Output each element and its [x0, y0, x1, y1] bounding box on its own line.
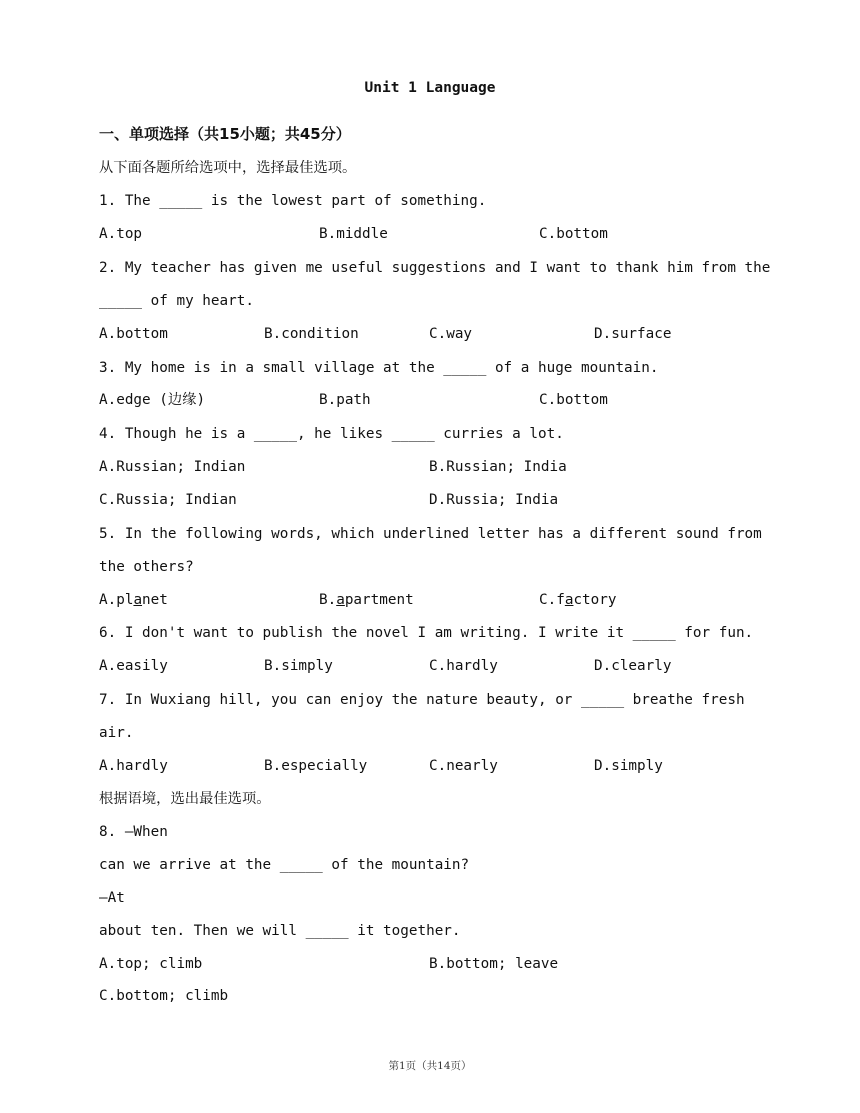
- question-3-option-c[interactable]: C.bottom: [539, 392, 608, 408]
- section-instruction: 从下面各题所给选项中，选择最佳选项。: [99, 160, 357, 176]
- question-8-option-a[interactable]: A.top; climb: [99, 956, 203, 972]
- question-8-stem-line-4: about ten. Then we will _____ it together.: [99, 923, 461, 939]
- question-2-stem-line-1: 2. My teacher has given me useful suggestions and I want to thank him from the: [99, 260, 771, 276]
- underlined-letter: a: [133, 592, 143, 608]
- option-prefix: B.: [319, 592, 337, 608]
- question-5-option-b[interactable]: [319, 590, 414, 610]
- question-7-stem-line-2: air.: [99, 725, 134, 741]
- question-5-option-a[interactable]: [99, 590, 168, 610]
- question-2-option-c[interactable]: C.way: [429, 326, 473, 342]
- question-5-stem-line-1: 5. In the following words, which underlined letter has a different sound from: [99, 526, 762, 542]
- question-1-option-a[interactable]: A.top: [99, 226, 143, 242]
- question-2-option-a[interactable]: A.bottom: [99, 326, 168, 342]
- option-suffix: ctory: [573, 592, 617, 608]
- question-6-stem: 6. I don't want to publish the novel I am writing. I write it _____ for fun.: [99, 625, 754, 641]
- question-1-stem: 1. The _____ is the lowest part of something.: [99, 193, 487, 209]
- question-6-option-a[interactable]: A.easily: [99, 658, 168, 674]
- question-6-option-b[interactable]: B.simply: [264, 658, 333, 674]
- question-2-stem-line-2: _____ of my heart.: [99, 293, 254, 309]
- question-8-option-b[interactable]: B.bottom; leave: [429, 956, 559, 972]
- question-2-option-d[interactable]: D.surface: [594, 326, 672, 342]
- sub-instruction: 根据语境，选出最佳选项。: [99, 791, 271, 807]
- question-8-stem-line-3: —At: [99, 890, 125, 906]
- option-prefix: A.pl: [99, 592, 134, 608]
- question-7-option-c[interactable]: C.nearly: [429, 758, 498, 774]
- question-5-stem-line-2: the others?: [99, 559, 194, 575]
- question-4-option-b[interactable]: B.Russian; India: [429, 459, 567, 475]
- underlined-letter: a: [564, 592, 574, 608]
- question-4-option-a[interactable]: A.Russian; Indian: [99, 459, 246, 475]
- question-3-option-b[interactable]: B.path: [319, 392, 371, 408]
- question-8-stem-line-2: can we arrive at the _____ of the mountain?: [99, 857, 470, 873]
- question-4-option-d[interactable]: D.Russia; India: [429, 492, 559, 508]
- question-1-option-b[interactable]: B.middle: [319, 226, 388, 242]
- question-2-option-b[interactable]: B.condition: [264, 326, 359, 342]
- question-4-stem: 4. Though he is a _____, he likes _____ curries a lot.: [99, 426, 564, 442]
- question-4-option-c[interactable]: C.Russia; Indian: [99, 492, 237, 508]
- question-7-option-d[interactable]: D.simply: [594, 758, 663, 774]
- option-suffix: partment: [344, 592, 414, 608]
- question-7-option-a[interactable]: A.hardly: [99, 758, 168, 774]
- question-3-stem: 3. My home is in a small village at the _____ of a huge mountain.: [99, 360, 659, 376]
- page-title: Unit 1 Language: [364, 80, 496, 96]
- option-suffix: net: [142, 592, 168, 608]
- question-8-option-c[interactable]: C.bottom; climb: [99, 988, 229, 1004]
- option-prefix: C.f: [539, 592, 565, 608]
- question-5-option-c[interactable]: [539, 590, 616, 610]
- question-1-option-c[interactable]: C.bottom: [539, 226, 608, 242]
- question-7-stem-line-1: 7. In Wuxiang hill, you can enjoy the nature beauty, or _____ breathe fresh: [99, 692, 745, 708]
- question-6-option-d[interactable]: D.clearly: [594, 658, 672, 674]
- underlined-letter: a: [336, 592, 345, 608]
- page-footer: 第1页（共14页）: [388, 1060, 472, 1072]
- question-3-option-a[interactable]: A.edge (边缘): [99, 392, 206, 408]
- section-heading: 一、单项选择（共15小题；共45分）: [99, 125, 351, 143]
- question-6-option-c[interactable]: C.hardly: [429, 658, 498, 674]
- question-8-stem-line-1: 8. —When: [99, 824, 168, 840]
- question-7-option-b[interactable]: B.especially: [264, 758, 368, 774]
